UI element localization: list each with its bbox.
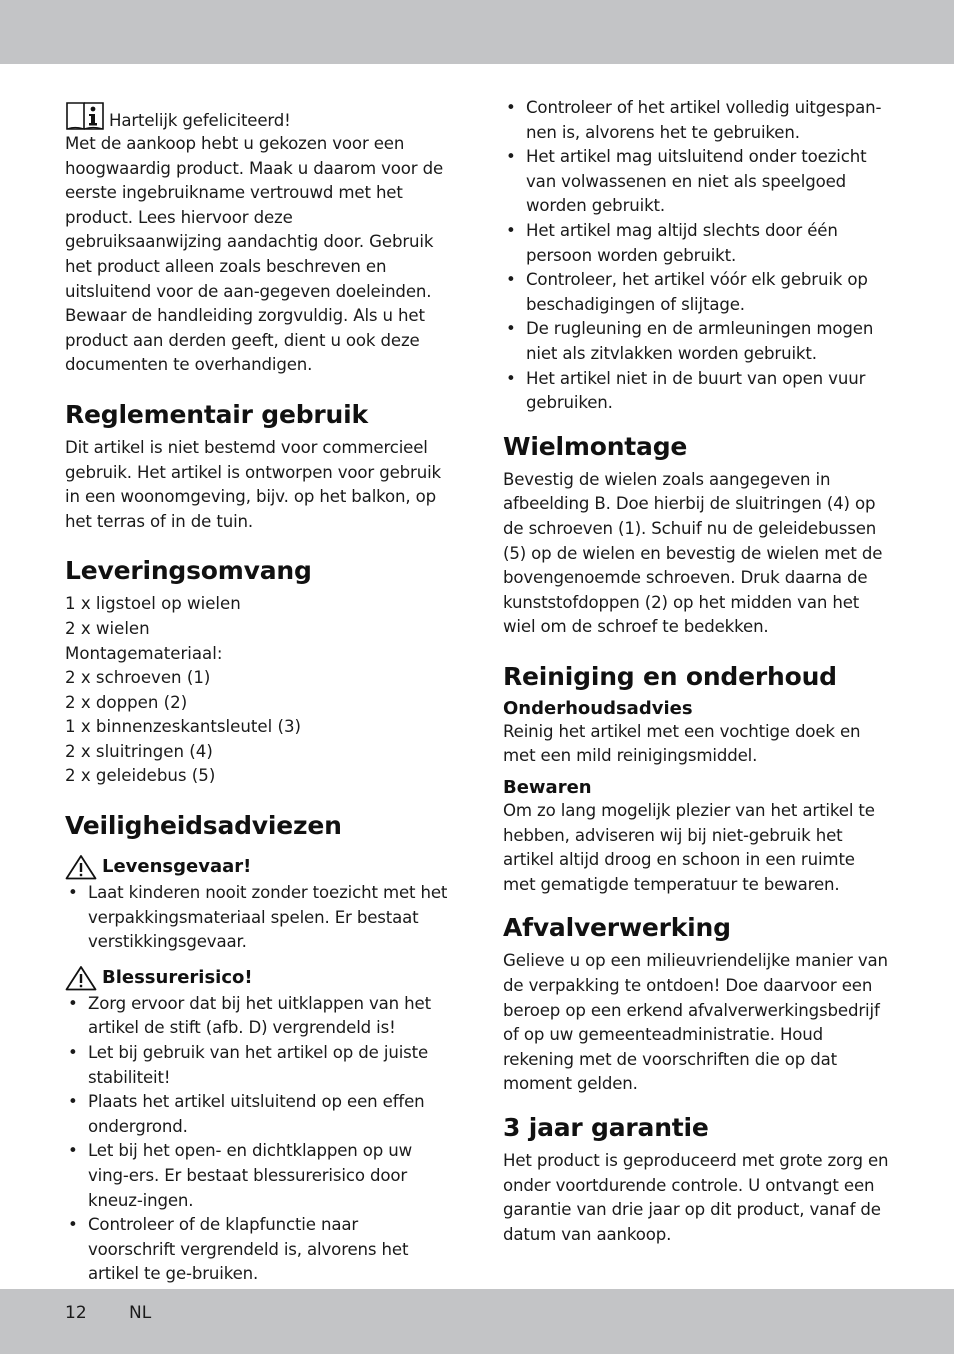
list-item: 2 x wielen (65, 618, 150, 638)
list-item: 1 x binnenzeskantsleutel (3) (65, 717, 301, 737)
info-book-icon (65, 100, 105, 132)
list-item: 2 x doppen (2) (65, 692, 188, 712)
warning-triangle-icon (65, 965, 97, 991)
list-item: 2 x sluitringen (4) (65, 741, 213, 761)
veiligheid-heading: Veiligheidsadviezen (65, 811, 342, 841)
list-item: • Zorg ervoor dat bij het uitklappen van het artikel de stift (afb. D) vergrendeld is! (65, 992, 450, 1041)
list-item: • Het artikel mag uitsluitend onder toezicht van volwassenen en niet als speelgoed worden gebruikt. (503, 145, 889, 219)
garantie-text: Het product is geproduceerd met grote zorg en onder voortdurende controle. U ontvangt een garantie van drie jaar op dit product, vanaf de datum van aankoop. (503, 1151, 889, 1244)
language-code: NL (129, 1303, 152, 1323)
reglementair-text: Dit artikel is niet bestemd voor commercieel gebruik. Het artikel is ontworpen voor gebruik in een woonomgeving, bijv. op het balkon, op het terras of in de tuin. (65, 437, 442, 531)
intro-heading (65, 96, 450, 132)
leveringsomvang-heading: Leveringsomvang (65, 556, 312, 586)
danger-list (65, 881, 450, 955)
reglementair-heading: Reglementair gebruik (65, 399, 368, 429)
list-item: • Plaats het artikel uitsluitend op een effen ondergrond. (65, 1090, 450, 1139)
list-item: • Controleer, het artikel vóór elk gebruik op beschadigingen of slijtage. (503, 268, 889, 317)
afvalverwerking-text: Gelieve u op een milieuvriendelijke manier van de verpakking te ontdoen! Doe daarvoor een beroep op een erkend afvalverwerkingsbedrijf of op uw gemeenteadministratie. Houd rekening met de voorschriften die op dat moment gelden. (503, 951, 888, 1094)
injury-heading (65, 964, 450, 992)
list-item: 2 x schroeven (1) (65, 668, 211, 688)
left-column (65, 96, 450, 1287)
intro-text: Met de aankoop hebt u gekozen voor een hoogwaardig product. Maak u daarom voor de eerste ingebruikname vertrouwd met het product. Lees hiervoor deze gebruiksaanwijzing aandachtig door. Gebruik het product alleen zoals beschreven en uitsluitend voor de aan-gegeven doeleinden. Bewaar de handleiding zorgvuldig. Als u het product aan derden geeft, dient u ook deze documenten te overhandigen. (65, 134, 444, 375)
list-item: • Controleer of het artikel volledig uitgespan-nen is, alvorens het te gebruiken. (503, 96, 889, 145)
bewaren-text: Om zo lang mogelijk plezier van het artikel te hebben, adviseren wij bij niet-gebruik het artikel altijd droog en schoon in een ruimte met gematigde temperatuur te bewaren. (503, 801, 875, 894)
danger-heading (65, 853, 450, 881)
intro-greeting: Hartelijk gefeliciteerd! (109, 111, 291, 130)
list-item: • Let bij gebruik van het artikel op de juiste stabiliteit! (65, 1041, 450, 1090)
safety-list-continued (503, 96, 889, 416)
reiniging-heading: Reiniging en onderhoud (503, 661, 837, 691)
garantie-heading: 3 jaar garantie (503, 1113, 709, 1142)
injury-list (65, 992, 450, 1287)
list-item: 2 x geleidebus (5) (65, 766, 216, 786)
right-column (503, 96, 889, 1247)
danger-title: Levensgevaar! (102, 856, 252, 878)
onderhoudsadvies-text: Reinig het artikel met een vochtige doek en met een mild reinigingsmiddel. (503, 721, 861, 766)
wielmontage-text: Bevestig de wielen zoals aangegeven in afbeelding B. Doe hierbij de sluitringen (4) op de schroeven (1). Schuif nu de geleidebussen (5) op de wielen en bevestig de wielen met de bovengenoemde schroeven. Druk daarna de kunststofdoppen (2) op het midden van het wiel om de schroef te bedekken. (503, 469, 883, 637)
list-item: • Laat kinderen nooit zonder toezicht met het verpakkingsmateriaal spelen. Er bestaat verstikkingsgevaar. (65, 881, 450, 955)
list-item: Montagemateriaal: (65, 643, 223, 663)
page-number: 12 (65, 1303, 87, 1323)
injury-title: Blessurerisico! (102, 966, 253, 988)
bewaren-heading: Bewaren (503, 777, 592, 799)
onderhoudsadvies-heading: Onderhoudsadvies (503, 697, 693, 719)
list-item: • De rugleuning en de armleuningen mogen niet als zitvlakken worden gebruikt. (503, 317, 889, 366)
warning-triangle-icon (65, 854, 97, 880)
afvalverwerking-heading: Afvalverwerking (503, 913, 731, 943)
header-bar (0, 0, 954, 64)
list-item: • Het artikel niet in de buurt van open vuur gebruiken. (503, 367, 889, 416)
list-item: • Let bij het open- en dichtklappen op uw ving-ers. Er bestaat blessurerisico door kneuz-ingen. (65, 1139, 450, 1213)
list-item: • Controleer of de klapfunctie naar voorschrift vergrendeld is, alvorens het artikel te ge-bruiken. (65, 1213, 450, 1287)
list-item: • Het artikel mag altijd slechts door één persoon worden gebruikt. (503, 219, 889, 268)
leveringsomvang-list (65, 592, 450, 789)
wielmontage-heading: Wielmontage (503, 431, 688, 461)
list-item: 1 x ligstoel op wielen (65, 594, 241, 614)
